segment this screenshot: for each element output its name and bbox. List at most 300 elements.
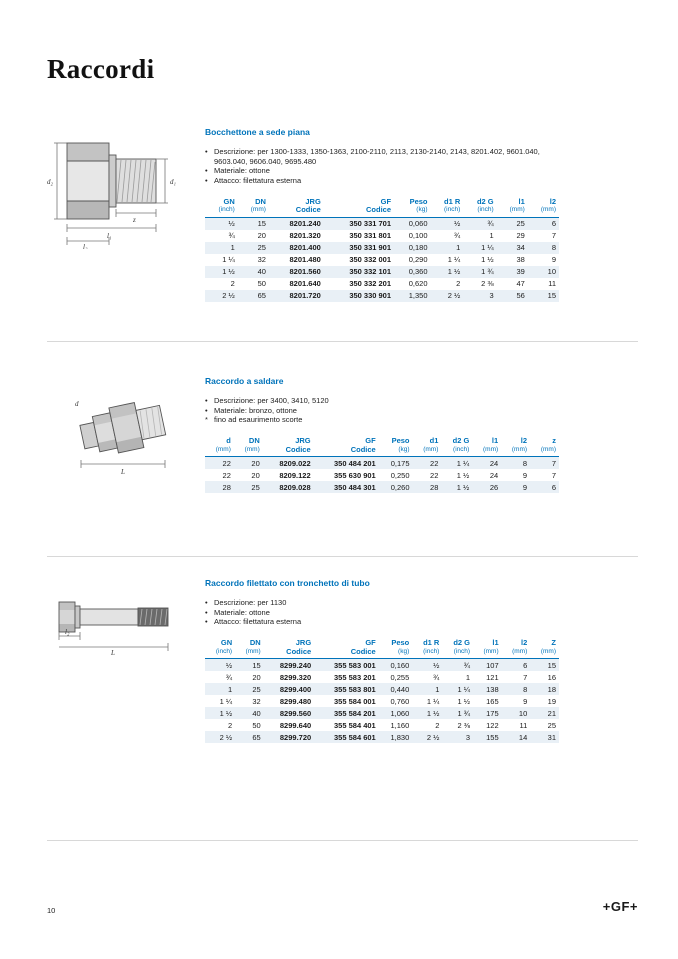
table-cell: 0,620 [408, 279, 428, 288]
bullet-marker: • [205, 405, 208, 415]
section-content [205, 376, 638, 493]
table-cell: 9 [551, 255, 556, 264]
table-row [205, 242, 559, 254]
table-cell: 20 [252, 672, 261, 682]
table-cell: 0,060 [394, 217, 430, 230]
dim-label-l1: l₁ [107, 232, 112, 240]
bullet-marker: • [205, 607, 208, 617]
table-cell: 1 ¾ [463, 266, 496, 278]
table-cell: 1 ¼ [463, 242, 496, 254]
table-cell: 355 583 201 [334, 672, 376, 682]
column-header: (inch) [205, 648, 235, 659]
bullet-text: fino ad esaurimento scorte [214, 415, 303, 424]
fitting-drawing-icon [51, 594, 183, 656]
column-header: (inch) [205, 206, 238, 217]
table-cell: 40 [235, 707, 264, 719]
bullet-marker: • [205, 147, 208, 156]
table-cell: 1 ¼ [442, 683, 473, 695]
section-content [205, 127, 638, 302]
table-cell: 8201.560 [269, 266, 324, 278]
table-cell: 8 [528, 242, 559, 254]
table-row [205, 683, 559, 695]
table-cell: 0,175 [379, 457, 413, 470]
table-cell: 20 [251, 470, 260, 480]
dim-label-d1: d₁ [170, 178, 176, 186]
tronchetto-diagram [47, 578, 205, 743]
column-header: GF [365, 638, 376, 647]
column-header: l1 [518, 196, 525, 206]
table-cell: ¾ [228, 231, 235, 240]
table-cell: 1 [205, 242, 238, 254]
page-title: Raccordi [47, 54, 155, 84]
column-header: DN [249, 638, 261, 647]
column-header: d [226, 436, 231, 445]
table-cell: 22 [222, 470, 231, 480]
table-cell: 16 [547, 672, 556, 682]
table-cell: 8201.640 [289, 279, 321, 288]
table-cell: 1,160 [390, 720, 410, 730]
table-cell: 32 [252, 696, 261, 706]
table-cell: 1,060 [379, 707, 413, 719]
table-cell: 0,100 [408, 231, 428, 240]
bullet-marker: • [205, 396, 208, 405]
table-cell: 8299.240 [264, 659, 314, 672]
column-header: (mm) [235, 648, 264, 659]
table-row [205, 469, 559, 481]
column-header: (mm) [238, 206, 269, 217]
table-cell: 0,360 [394, 266, 430, 278]
table-cell: 39 [497, 266, 528, 278]
column-header: GF [380, 196, 392, 206]
table-cell: 7 [530, 457, 559, 470]
table-cell: 6 [502, 659, 531, 672]
table-cell: 2 ½ [431, 290, 464, 302]
column-header: (kg) [379, 446, 413, 457]
table-cell: 15 [528, 290, 559, 302]
table-row [205, 731, 559, 743]
table-cell: 1 ½ [205, 707, 235, 719]
bullet-item [205, 617, 553, 627]
dim-label-z: z [133, 216, 136, 224]
table-cell: 38 [516, 255, 525, 264]
section-heading: Raccordo a saldare [205, 376, 284, 386]
table-cell: 11 [519, 720, 528, 730]
table-row [205, 290, 559, 302]
column-header: Codice [314, 648, 379, 659]
column-header: (mm) [413, 446, 442, 457]
table-cell: 50 [257, 279, 266, 288]
column-header: DN [248, 436, 260, 445]
table-cell: 1 [465, 672, 471, 682]
table-cell: 1 ¼ [426, 696, 440, 706]
table-cell: ½ [205, 659, 235, 672]
table-cell: 8209.122 [279, 470, 311, 480]
table-cell: 1 [431, 242, 464, 254]
section-divider [47, 840, 638, 841]
table-cell: 40 [238, 266, 269, 278]
table-cell: 25 [234, 481, 263, 493]
bullet-text: Descrizione: per 3400, 3410, 5120 [214, 396, 329, 405]
table-cell: 25 [547, 720, 556, 730]
bullet-text: Materiale: bronzo, ottone [214, 405, 297, 415]
table-cell: 1 ¼ [441, 457, 472, 470]
table-cell: 65 [235, 731, 264, 743]
table-cell: 350 332 001 [349, 255, 392, 264]
page-number: 10 [47, 906, 56, 915]
bocchettone-diagram [47, 127, 205, 302]
column-header: (mm) [497, 206, 528, 217]
bullet-marker: • [205, 175, 208, 185]
table-cell: 155 [473, 731, 502, 743]
table-cell: 350 332 101 [324, 266, 394, 278]
table-cell: ¾ [225, 672, 233, 682]
dim-label-L: L [121, 468, 125, 476]
table-cell: 8299.560 [264, 707, 314, 719]
fitting-drawing-icon [73, 384, 177, 476]
table-cell: ½ [412, 659, 442, 672]
table-row [205, 457, 559, 470]
table-cell: 1 ¼ [447, 255, 461, 264]
table-cell: 1 ¼ [219, 696, 233, 706]
section-divider [47, 341, 638, 342]
table-cell: 32 [257, 255, 266, 264]
table-cell: 355 630 901 [334, 470, 376, 480]
column-header: d2 G [476, 196, 494, 206]
table-cell: 3 [442, 731, 473, 743]
column-header: l1 [491, 436, 499, 445]
table-cell: 355 584 201 [314, 707, 379, 719]
bullet-item [205, 598, 553, 608]
column-header: Peso [409, 196, 428, 206]
table-cell: 355 584 001 [334, 696, 376, 706]
product-table-saldare [205, 436, 559, 494]
column-header: (mm) [502, 648, 531, 659]
table-cell: 2 [227, 720, 233, 730]
column-header: d1 R [444, 196, 461, 206]
table-cell: 1 ½ [441, 481, 472, 493]
table-cell: 7 [551, 470, 556, 480]
table-cell: 50 [252, 720, 261, 730]
table-cell: 8299.320 [279, 672, 312, 682]
saldare-diagram [47, 376, 205, 493]
table-cell: 19 [547, 696, 556, 706]
column-header: Codice [269, 206, 324, 217]
table-cell: 7 [523, 672, 528, 682]
bullet-item [205, 415, 553, 425]
dim-label-L: L [111, 649, 115, 656]
table-cell: 175 [473, 707, 502, 719]
column-header: Peso [391, 638, 410, 647]
table-cell: 6 [530, 481, 559, 493]
table-cell: 355 583 801 [314, 683, 379, 695]
table-row [205, 254, 559, 266]
table-cell: 8201.480 [289, 255, 321, 264]
table-cell: 355 584 601 [314, 731, 379, 743]
table-cell: 7 [551, 231, 556, 240]
table-cell: 20 [257, 231, 266, 240]
column-header: Z [551, 638, 556, 647]
column-header: (inch) [431, 206, 464, 217]
table-cell: 10 [502, 707, 531, 719]
table-row [205, 671, 559, 683]
table-cell: 8201.400 [269, 242, 324, 254]
table-cell: 22 [205, 457, 234, 470]
column-header: (mm) [473, 648, 502, 659]
column-header: Codice [314, 446, 379, 457]
product-table-tronchetto [205, 638, 559, 744]
table-cell: 8209.028 [263, 481, 314, 493]
table-cell: 1 [205, 683, 235, 695]
table-cell: 1 ½ [431, 266, 464, 278]
section-heading: Bocchettone a sede piana [205, 127, 310, 137]
column-header: (mm) [501, 446, 530, 457]
column-header: (kg) [394, 206, 430, 217]
table-cell: 350 484 301 [314, 481, 379, 493]
table-cell: 8209.022 [263, 457, 314, 470]
table-cell: 28 [205, 481, 234, 493]
column-header: GN [220, 638, 233, 647]
bullet-marker: * [205, 415, 208, 424]
table-cell: 34 [497, 242, 528, 254]
table-cell: 2 ½ [412, 731, 442, 743]
table-row [205, 230, 559, 242]
table-cell: ½ [205, 217, 238, 230]
table-cell: 29 [516, 231, 525, 240]
bullet-marker: • [205, 598, 208, 607]
table-cell: 8201.240 [269, 217, 324, 230]
table-cell: 0,255 [390, 672, 410, 682]
column-header: (mm) [528, 206, 559, 217]
table-cell: 1 ½ [456, 470, 470, 480]
table-cell: 15 [235, 659, 264, 672]
table-cell: 350 331 701 [324, 217, 394, 230]
table-cell: 355 584 401 [334, 720, 376, 730]
table-cell: 2 ⅜ [457, 720, 471, 730]
table-cell: 20 [234, 457, 263, 470]
bullet-list [205, 147, 553, 185]
bullet-text: Attacco: filettatura esterna [214, 617, 302, 626]
table-cell: 21 [530, 707, 559, 719]
column-header: JRG [295, 436, 311, 445]
table-cell: 11 [548, 279, 556, 288]
table-cell: 14 [502, 731, 531, 743]
table-cell: 2 ½ [205, 731, 235, 743]
column-header: d2 G [452, 436, 470, 445]
table-cell: 65 [238, 290, 269, 302]
section-saldare [47, 376, 638, 493]
column-header: d1 [429, 436, 439, 445]
table-cell: 8299.640 [279, 720, 312, 730]
column-header: (mm) [472, 446, 501, 457]
bullet-item [205, 406, 553, 416]
column-header: Codice [264, 648, 314, 659]
table-row [205, 266, 559, 278]
table-cell: 22 [413, 457, 442, 470]
table-cell: 3 [463, 290, 496, 302]
table-cell: 8 [501, 457, 530, 470]
column-header: Codice [263, 446, 314, 457]
table-cell: 138 [473, 683, 502, 695]
table-cell: 1 ½ [205, 266, 238, 278]
column-header: Codice [324, 206, 394, 217]
table-cell: 1 [489, 231, 494, 240]
bullet-list [205, 598, 553, 627]
table-cell: 8299.480 [279, 696, 312, 706]
bullet-marker: • [205, 617, 208, 626]
table-cell: 2 [435, 720, 440, 730]
table-cell: 355 583 001 [314, 659, 379, 672]
column-header: l2 [549, 196, 556, 206]
table-cell: 1 ½ [481, 255, 494, 264]
column-header: z [552, 436, 556, 445]
column-header: GN [223, 196, 235, 206]
section-bocchettone [47, 127, 638, 302]
table-cell: 25 [235, 683, 264, 695]
table-cell: 28 [413, 481, 442, 493]
table-cell: 350 331 901 [324, 242, 394, 254]
table-cell: 24 [489, 470, 499, 480]
bullet-item [205, 608, 553, 618]
table-row [205, 719, 559, 731]
table-cell: 0,760 [390, 696, 410, 706]
section-heading: Raccordo filettato con tronchetto di tubo [205, 578, 370, 588]
table-cell: ¾ [442, 659, 473, 672]
bullet-item [205, 396, 553, 406]
column-header: (mm) [234, 446, 263, 457]
bullet-text: Descrizione: per 1130 [214, 598, 287, 607]
table-cell: 0,180 [394, 242, 430, 254]
column-header: JRG [295, 638, 312, 647]
bullet-item [205, 166, 553, 176]
table-cell: 15 [238, 217, 269, 230]
section-content [205, 578, 638, 743]
table-cell: 1,350 [394, 290, 430, 302]
table-row [205, 695, 559, 707]
table-cell: 350 484 201 [314, 457, 379, 470]
table-cell: 122 [486, 720, 499, 730]
table-cell: 1 ¼ [222, 255, 235, 264]
column-header: Peso [391, 436, 410, 445]
column-header: (inch) [442, 648, 473, 659]
table-cell: 0,260 [379, 481, 413, 493]
table-cell: 2 ⅜ [481, 279, 494, 288]
bullet-marker: • [205, 166, 208, 175]
product-table-bocchettone [205, 196, 559, 302]
column-header: DN [255, 196, 266, 206]
table-cell: 0,440 [379, 683, 413, 695]
column-header: d2 G [453, 638, 471, 647]
table-cell: 8299.400 [264, 683, 314, 695]
table-cell: 25 [497, 217, 528, 230]
table-cell: 56 [497, 290, 528, 302]
table-cell: 350 332 201 [349, 279, 392, 288]
table-cell: 8201.720 [269, 290, 324, 302]
column-header: (inch) [463, 206, 496, 217]
table-cell: 350 331 801 [349, 231, 392, 240]
table-cell: 9 [522, 470, 528, 480]
column-header: JRG [305, 196, 321, 206]
table-cell: 22 [430, 470, 439, 480]
table-cell: 1 ½ [457, 696, 471, 706]
table-cell: 47 [516, 279, 525, 288]
table-cell: 2 [230, 279, 235, 288]
column-header: l2 [520, 436, 528, 445]
table-cell: 8 [502, 683, 531, 695]
column-header: GF [365, 436, 376, 445]
table-cell: 26 [472, 481, 501, 493]
table-cell: 9 [523, 696, 528, 706]
column-header: (inch) [412, 648, 442, 659]
table-cell: 1,830 [379, 731, 413, 743]
table-cell: 6 [528, 217, 559, 230]
column-header: d1 R [423, 638, 440, 647]
table-cell: 31 [530, 731, 559, 743]
table-cell: ¾ [454, 231, 461, 240]
table-cell: 25 [238, 242, 269, 254]
table-cell: 107 [473, 659, 502, 672]
table-cell: ¾ [463, 217, 496, 230]
column-header: (mm) [205, 446, 234, 457]
table-cell: 1 ½ [412, 707, 442, 719]
table-cell: 8201.320 [289, 231, 321, 240]
section-tronchetto [47, 578, 638, 743]
column-header: (mm) [530, 446, 559, 457]
gf-logo: +GF+ [602, 899, 638, 914]
section-divider [47, 556, 638, 557]
dim-label-l2: l₂ [83, 243, 88, 249]
bullet-text: Descrizione: per 1300-1333, 1350-1363, 2100-2110, 2113, 2130-2140, 2143, 8201.402, 9601.040, 9603.040, 9606.040, 9695.480 [214, 147, 540, 166]
table-cell: 0,250 [390, 470, 410, 480]
table-cell: 18 [530, 683, 559, 695]
table-row [205, 217, 559, 230]
dim-label-d2: d₂ [47, 178, 53, 186]
fitting-drawing-icon [47, 129, 197, 249]
column-header: l2 [521, 638, 528, 647]
bullet-list [205, 396, 553, 425]
dim-label-d: d [75, 400, 79, 408]
table-cell: ¾ [433, 672, 440, 682]
bullet-item [205, 176, 553, 186]
table-cell: 0,160 [379, 659, 413, 672]
dim-label-l2: l₂ [65, 628, 70, 636]
table-row [205, 707, 559, 719]
table-cell: 350 330 901 [324, 290, 394, 302]
table-cell: 0,290 [408, 255, 428, 264]
bullet-text: Materiale: ottone [214, 607, 270, 617]
table-cell: 8299.720 [264, 731, 314, 743]
table-row [205, 659, 559, 672]
table-cell: 24 [472, 457, 501, 470]
table-cell: 9 [501, 481, 530, 493]
column-header: (kg) [379, 648, 413, 659]
table-row [205, 278, 559, 290]
bullet-item [205, 147, 553, 166]
table-cell: 165 [486, 696, 499, 706]
table-cell: 2 ½ [205, 290, 238, 302]
bullet-text: Materiale: ottone [214, 166, 270, 175]
table-cell: 10 [528, 266, 559, 278]
table-cell: 121 [486, 672, 499, 682]
bullet-text: Attacco: filettatura esterna [214, 175, 302, 185]
table-cell: 2 [456, 279, 461, 288]
column-header: (inch) [441, 446, 472, 457]
table-cell: 1 [412, 683, 442, 695]
column-header: (mm) [530, 648, 559, 659]
table-cell: ½ [431, 217, 464, 230]
table-cell: 1 ¾ [442, 707, 473, 719]
column-header: l1 [492, 638, 499, 647]
table-cell: 15 [530, 659, 559, 672]
